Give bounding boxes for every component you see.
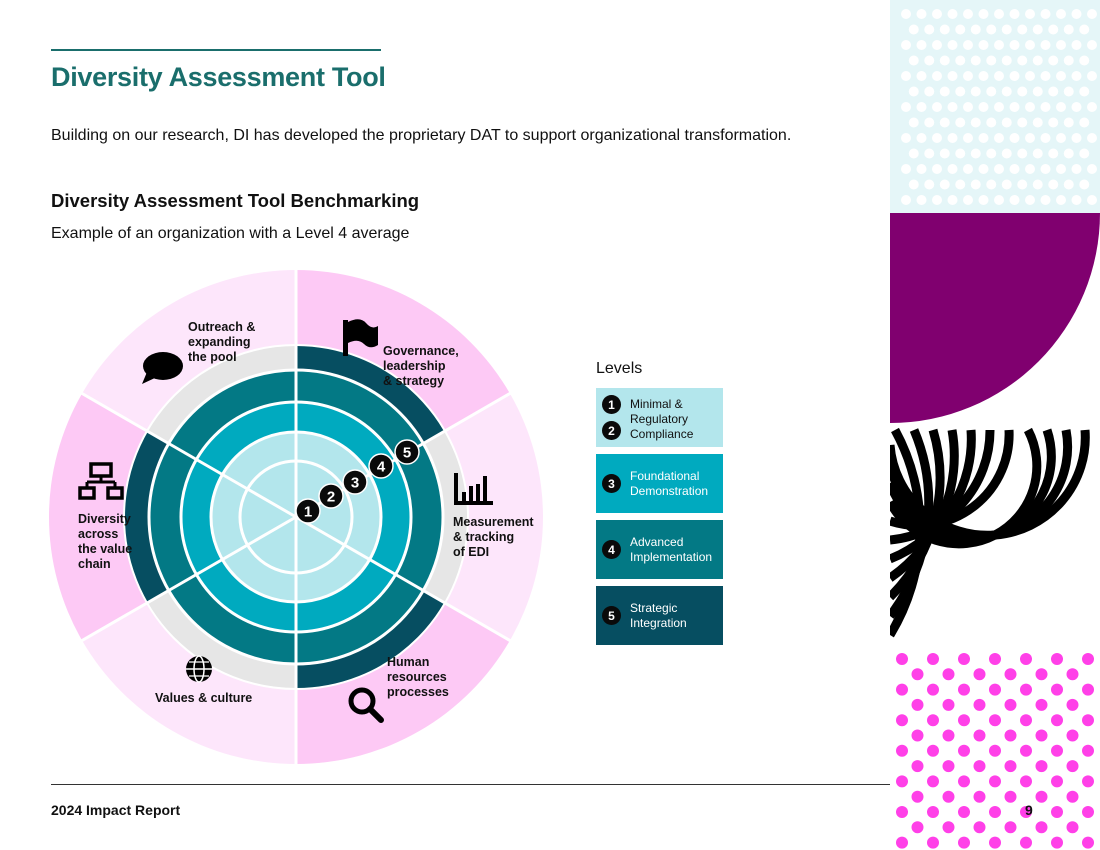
flag-pole [343, 320, 348, 356]
level-badge-row [602, 474, 621, 493]
deco-dot [971, 56, 981, 66]
deco-dot [1064, 87, 1074, 97]
deco-dot [1048, 87, 1058, 97]
deco-dot [1041, 133, 1051, 143]
deco-dot [986, 56, 996, 66]
deco-dot [1064, 25, 1074, 35]
figure-title: Diversity Assessment Tool Benchmarking [51, 190, 420, 211]
deco-dot [948, 195, 958, 205]
deco-magenta-dot [927, 714, 939, 726]
deco-dot [963, 9, 973, 19]
deco-dot [979, 164, 989, 174]
deco-dot [1010, 164, 1020, 174]
deco-dot [909, 180, 919, 190]
deco-dot [979, 102, 989, 112]
deco-dot [932, 102, 942, 112]
deco-dot [955, 180, 965, 190]
level-badge-row [602, 540, 621, 559]
deco-dot [1017, 149, 1027, 159]
deco-dot [940, 180, 950, 190]
level-number-badge: 3 [602, 474, 621, 493]
ring-number-label: 4 [376, 458, 386, 476]
deco-magenta-dot [1005, 699, 1017, 711]
deco-dot [948, 71, 958, 81]
deco-dot [994, 9, 1004, 19]
deco-magenta-dot [1020, 684, 1032, 696]
level-number-badge: 5 [602, 606, 621, 625]
deco-dot [948, 40, 958, 50]
deco-magenta-dot [943, 699, 955, 711]
deco-dot [1048, 56, 1058, 66]
deco-dot [932, 195, 942, 205]
deco-dot [1041, 164, 1051, 174]
deco-dot [994, 102, 1004, 112]
deco-magenta-dot [912, 730, 924, 742]
deco-dot [940, 25, 950, 35]
deco-dot [1087, 164, 1097, 174]
deco-dot [971, 149, 981, 159]
deco-magenta-dot [912, 791, 924, 803]
deco-dot [909, 87, 919, 97]
segment-label: Governance, leadership & strategy [383, 344, 459, 388]
level-label: Minimal & Regulatory Compliance [630, 397, 694, 441]
deco-magenta-dot [1051, 684, 1063, 696]
deco-magenta-dot [1036, 791, 1048, 803]
deco-magenta-dot [927, 806, 939, 818]
segment-label: Diversity across the value chain [78, 512, 133, 571]
deco-magenta-dot [989, 806, 1001, 818]
deco-dot [986, 87, 996, 97]
deco-magenta-dot [974, 791, 986, 803]
deco-dot [1048, 118, 1058, 128]
level-number-badge: 2 [602, 421, 621, 440]
deco-dot [1033, 25, 1043, 35]
deco-dot [1002, 118, 1012, 128]
deco-dot [1056, 40, 1066, 50]
deco-magenta-dot [1082, 837, 1094, 849]
deco-dot [994, 164, 1004, 174]
ring-number-label: 3 [350, 474, 360, 492]
deco-magenta-dot [1067, 699, 1079, 711]
deco-magenta-dot [958, 714, 970, 726]
chart-bar [483, 476, 487, 501]
deco-magenta-dot [1082, 684, 1094, 696]
deco-magenta-dot [927, 837, 939, 849]
deco-dot [986, 149, 996, 159]
deco-dot [1087, 40, 1097, 50]
deco-magenta-dot [974, 699, 986, 711]
level-number-badge: 1 [602, 395, 621, 414]
deco-magenta-dot [974, 668, 986, 680]
intro-text: Building on our research, DI has developed the proprietary DAT to support organizational transformation. [51, 127, 792, 144]
levels-title: Levels [596, 360, 643, 377]
deco-dot [1072, 164, 1082, 174]
deco-magenta-dot [1020, 837, 1032, 849]
ring-number-label: 5 [402, 444, 412, 462]
deco-magenta-dot [896, 745, 908, 757]
deco-magenta-dot [1036, 668, 1048, 680]
deco-dot [1025, 164, 1035, 174]
deco-magenta-dot [989, 684, 1001, 696]
deco-dot [971, 180, 981, 190]
deco-magenta-dot [1036, 699, 1048, 711]
deco-dot [979, 71, 989, 81]
chart-bar [469, 486, 473, 501]
deco-dot [1056, 9, 1066, 19]
deco-magenta-dot [943, 821, 955, 833]
chart-bar [462, 492, 466, 501]
deco-dot [917, 71, 927, 81]
level-label: Strategic Integration [630, 601, 687, 630]
deco-dot [932, 9, 942, 19]
footer-report-name: 2024 Impact Report [51, 802, 181, 818]
deco-dot [1041, 102, 1051, 112]
deco-dot [1087, 9, 1097, 19]
deco-magenta-dot [958, 684, 970, 696]
level-label: Foundational Demonstration [630, 469, 709, 498]
deco-dot [909, 118, 919, 128]
deco-dot [979, 195, 989, 205]
deco-dot [901, 164, 911, 174]
deco-dot [1010, 133, 1020, 143]
deco-dot [979, 40, 989, 50]
deco-dot [940, 87, 950, 97]
deco-magenta-dot [1067, 821, 1079, 833]
deco-dot [917, 164, 927, 174]
deco-dot [1041, 9, 1051, 19]
deco-magenta-dot [989, 653, 1001, 665]
deco-dot [1072, 102, 1082, 112]
page-number: 9 [1025, 802, 1033, 818]
deco-dot [932, 133, 942, 143]
deco-dot [1010, 40, 1020, 50]
deco-magenta-dot [1020, 653, 1032, 665]
deco-dot [1025, 71, 1035, 81]
deco-dot [940, 149, 950, 159]
globe-icon [186, 656, 212, 682]
deco-magenta-dot [958, 837, 970, 849]
deco-dot [994, 71, 1004, 81]
deco-dot [955, 149, 965, 159]
deco-dot [1017, 180, 1027, 190]
page-title: Diversity Assessment Tool [51, 62, 386, 92]
deco-dot [1087, 195, 1097, 205]
deco-dot [1056, 102, 1066, 112]
deco-magenta-dot [1051, 806, 1063, 818]
deco-magenta-dot [927, 745, 939, 757]
deco-dot [971, 87, 981, 97]
deco-magenta-dot [1036, 730, 1048, 742]
deco-magenta-dot [927, 684, 939, 696]
deco-dot [932, 164, 942, 174]
deco-dot [986, 25, 996, 35]
deco-dot [994, 40, 1004, 50]
deco-dot [963, 102, 973, 112]
deco-dot [1064, 149, 1074, 159]
deco-dot [1079, 180, 1089, 190]
deco-dot [1010, 102, 1020, 112]
deco-magenta-dot [1005, 760, 1017, 772]
deco-magenta-dot [896, 684, 908, 696]
deco-dot [917, 102, 927, 112]
deco-dot [1064, 56, 1074, 66]
deco-magenta-dot [912, 821, 924, 833]
deco-magenta-dot [896, 837, 908, 849]
deco-dot [917, 9, 927, 19]
deco-dot [948, 133, 958, 143]
deco-dot [1079, 56, 1089, 66]
deco-magenta-dot [974, 730, 986, 742]
deco-dot [1048, 149, 1058, 159]
deco-dot [963, 133, 973, 143]
deco-dot [1056, 164, 1066, 174]
deco-magenta-dot [1067, 791, 1079, 803]
deco-magenta-dot [1051, 653, 1063, 665]
deco-magenta-dot [989, 775, 1001, 787]
deco-dot [1056, 133, 1066, 143]
deco-dot [909, 25, 919, 35]
deco-dot [955, 118, 965, 128]
deco-dot [1017, 56, 1027, 66]
deco-magenta-dot [958, 806, 970, 818]
deco-dot [917, 195, 927, 205]
deco-dot [901, 9, 911, 19]
deco-dot [901, 133, 911, 143]
deco-dot [901, 71, 911, 81]
deco-dot [924, 87, 934, 97]
deco-magenta-dot [912, 699, 924, 711]
level-badge-row [602, 395, 621, 414]
deco-magenta-dot [974, 821, 986, 833]
deco-dot [948, 102, 958, 112]
deco-dot [1072, 40, 1082, 50]
deco-magenta-dot [1005, 821, 1017, 833]
deco-dot [1025, 195, 1035, 205]
deco-dot [909, 149, 919, 159]
segment-label: Values & culture [155, 691, 253, 705]
deco-dot [1072, 133, 1082, 143]
deco-dot [948, 9, 958, 19]
deco-dot [963, 71, 973, 81]
deco-dot [994, 195, 1004, 205]
deco-dot [994, 133, 1004, 143]
deco-magenta-dot [1036, 821, 1048, 833]
deco-magenta-dot [1020, 775, 1032, 787]
deco-magenta-dot [958, 745, 970, 757]
deco-dot [1079, 25, 1089, 35]
deco-dot [1017, 87, 1027, 97]
deco-dot [1048, 25, 1058, 35]
deco-magenta-dot [958, 653, 970, 665]
deco-magenta-dot [1082, 653, 1094, 665]
deco-dot [963, 195, 973, 205]
deco-dot [1010, 9, 1020, 19]
deco-dot [1041, 71, 1051, 81]
figure-caption: Example of an organization with a Level 4 average [51, 225, 410, 242]
deco-magenta-dot [1082, 745, 1094, 757]
deco-dot [1025, 9, 1035, 19]
deco-dot [1056, 195, 1066, 205]
deco-dot [1025, 102, 1035, 112]
deco-dot [924, 56, 934, 66]
level-badge-row [602, 421, 621, 440]
decorative-sidebar [890, 0, 1100, 850]
segment-label: Measurement & tracking of EDI [453, 515, 534, 559]
deco-dot [1002, 149, 1012, 159]
deco-magenta-dot [943, 668, 955, 680]
deco-dot [986, 180, 996, 190]
deco-dot [1087, 71, 1097, 81]
deco-dot [955, 25, 965, 35]
deco-dot [901, 40, 911, 50]
level-box-strategic [596, 586, 723, 645]
deco-dot [979, 133, 989, 143]
level-badge-row [602, 606, 621, 625]
deco-dot [901, 195, 911, 205]
deco-dot [986, 118, 996, 128]
level-box-minimal [596, 388, 723, 447]
deco-magenta-dot [1005, 668, 1017, 680]
deco-magenta-dot [974, 760, 986, 772]
deco-dot [1017, 25, 1027, 35]
deco-dot [1033, 118, 1043, 128]
deco-dot [924, 118, 934, 128]
deco-dot [1025, 133, 1035, 143]
deco-magenta-dot [1036, 760, 1048, 772]
deco-magenta-dot [943, 791, 955, 803]
deco-dot [1010, 195, 1020, 205]
deco-magenta-dot [943, 760, 955, 772]
deco-magenta-dot [1082, 806, 1094, 818]
deco-magenta-dot [1020, 745, 1032, 757]
deco-dot [963, 164, 973, 174]
ring-number-label: 2 [326, 488, 336, 506]
deco-magenta-dot [896, 653, 908, 665]
deco-dot [1087, 133, 1097, 143]
deco-dot [1033, 180, 1043, 190]
deco-dot [917, 40, 927, 50]
deco-magenta-dot [1082, 775, 1094, 787]
deco-dot [932, 40, 942, 50]
deco-dot [1002, 56, 1012, 66]
deco-dot [1010, 71, 1020, 81]
deco-dot [940, 56, 950, 66]
deco-dot [901, 102, 911, 112]
deco-dot [971, 118, 981, 128]
deco-dot [1072, 71, 1082, 81]
deco-magenta-dot [927, 775, 939, 787]
deco-magenta-dot [1051, 775, 1063, 787]
level-box-advanced [596, 520, 723, 579]
deco-dot [1072, 9, 1082, 19]
level-number-badge: 4 [602, 540, 621, 559]
deco-magenta-dot [1067, 668, 1079, 680]
deco-magenta-dot [1005, 730, 1017, 742]
deco-magenta-dot [989, 745, 1001, 757]
deco-dot [963, 40, 973, 50]
level-label: Advanced Implementation [630, 535, 713, 564]
deco-magenta-dot [912, 668, 924, 680]
deco-magenta-dot [896, 714, 908, 726]
deco-dot [1079, 87, 1089, 97]
deco-dot [1002, 180, 1012, 190]
deco-magenta-dot [1051, 745, 1063, 757]
deco-dot [909, 56, 919, 66]
segment-label: Human resources processes [387, 655, 449, 699]
deco-magenta-dot [912, 760, 924, 772]
deco-magenta-dot [1051, 837, 1063, 849]
deco-dot [1002, 87, 1012, 97]
level-box-foundational [596, 454, 723, 513]
deco-dot [948, 164, 958, 174]
deco-dot [1087, 102, 1097, 112]
deco-dot [1033, 87, 1043, 97]
deco-dot [1002, 25, 1012, 35]
deco-dot [924, 149, 934, 159]
deco-magenta-dot [1067, 760, 1079, 772]
deco-dot [1041, 195, 1051, 205]
deco-magenta-dot [896, 806, 908, 818]
deco-magenta-dot [1005, 791, 1017, 803]
deco-quarter-circle [890, 213, 1100, 423]
deco-dot [940, 118, 950, 128]
deco-dot [971, 25, 981, 35]
deco-dot [1033, 149, 1043, 159]
deco-magenta-dot [1067, 730, 1079, 742]
chart-bar [476, 484, 480, 501]
deco-dot [1025, 40, 1035, 50]
deco-magenta-dot [896, 775, 908, 787]
deco-dot [1041, 40, 1051, 50]
deco-magenta-dot [1082, 714, 1094, 726]
deco-dot [1079, 118, 1089, 128]
deco-magenta-dot [989, 714, 1001, 726]
deco-dot [924, 180, 934, 190]
deco-magenta-dot [943, 730, 955, 742]
deco-dot [979, 9, 989, 19]
deco-magenta-dot [927, 653, 939, 665]
deco-dot [1072, 195, 1082, 205]
deco-dot [955, 87, 965, 97]
deco-dot [1017, 118, 1027, 128]
deco-magenta-dot [1020, 714, 1032, 726]
ring-number-label: 1 [303, 503, 313, 521]
deco-dot [932, 71, 942, 81]
deco-magenta-dot [989, 837, 1001, 849]
deco-magenta-dot [1051, 714, 1063, 726]
deco-magenta-dot [958, 775, 970, 787]
deco-dot [1064, 180, 1074, 190]
deco-dot [1064, 118, 1074, 128]
deco-dot [1056, 71, 1066, 81]
deco-dot [1048, 180, 1058, 190]
deco-dot [1079, 149, 1089, 159]
deco-dot [1033, 56, 1043, 66]
deco-dot [955, 56, 965, 66]
segment-label: Outreach & expanding the pool [188, 320, 256, 364]
deco-dot [917, 133, 927, 143]
deco-dot [924, 25, 934, 35]
